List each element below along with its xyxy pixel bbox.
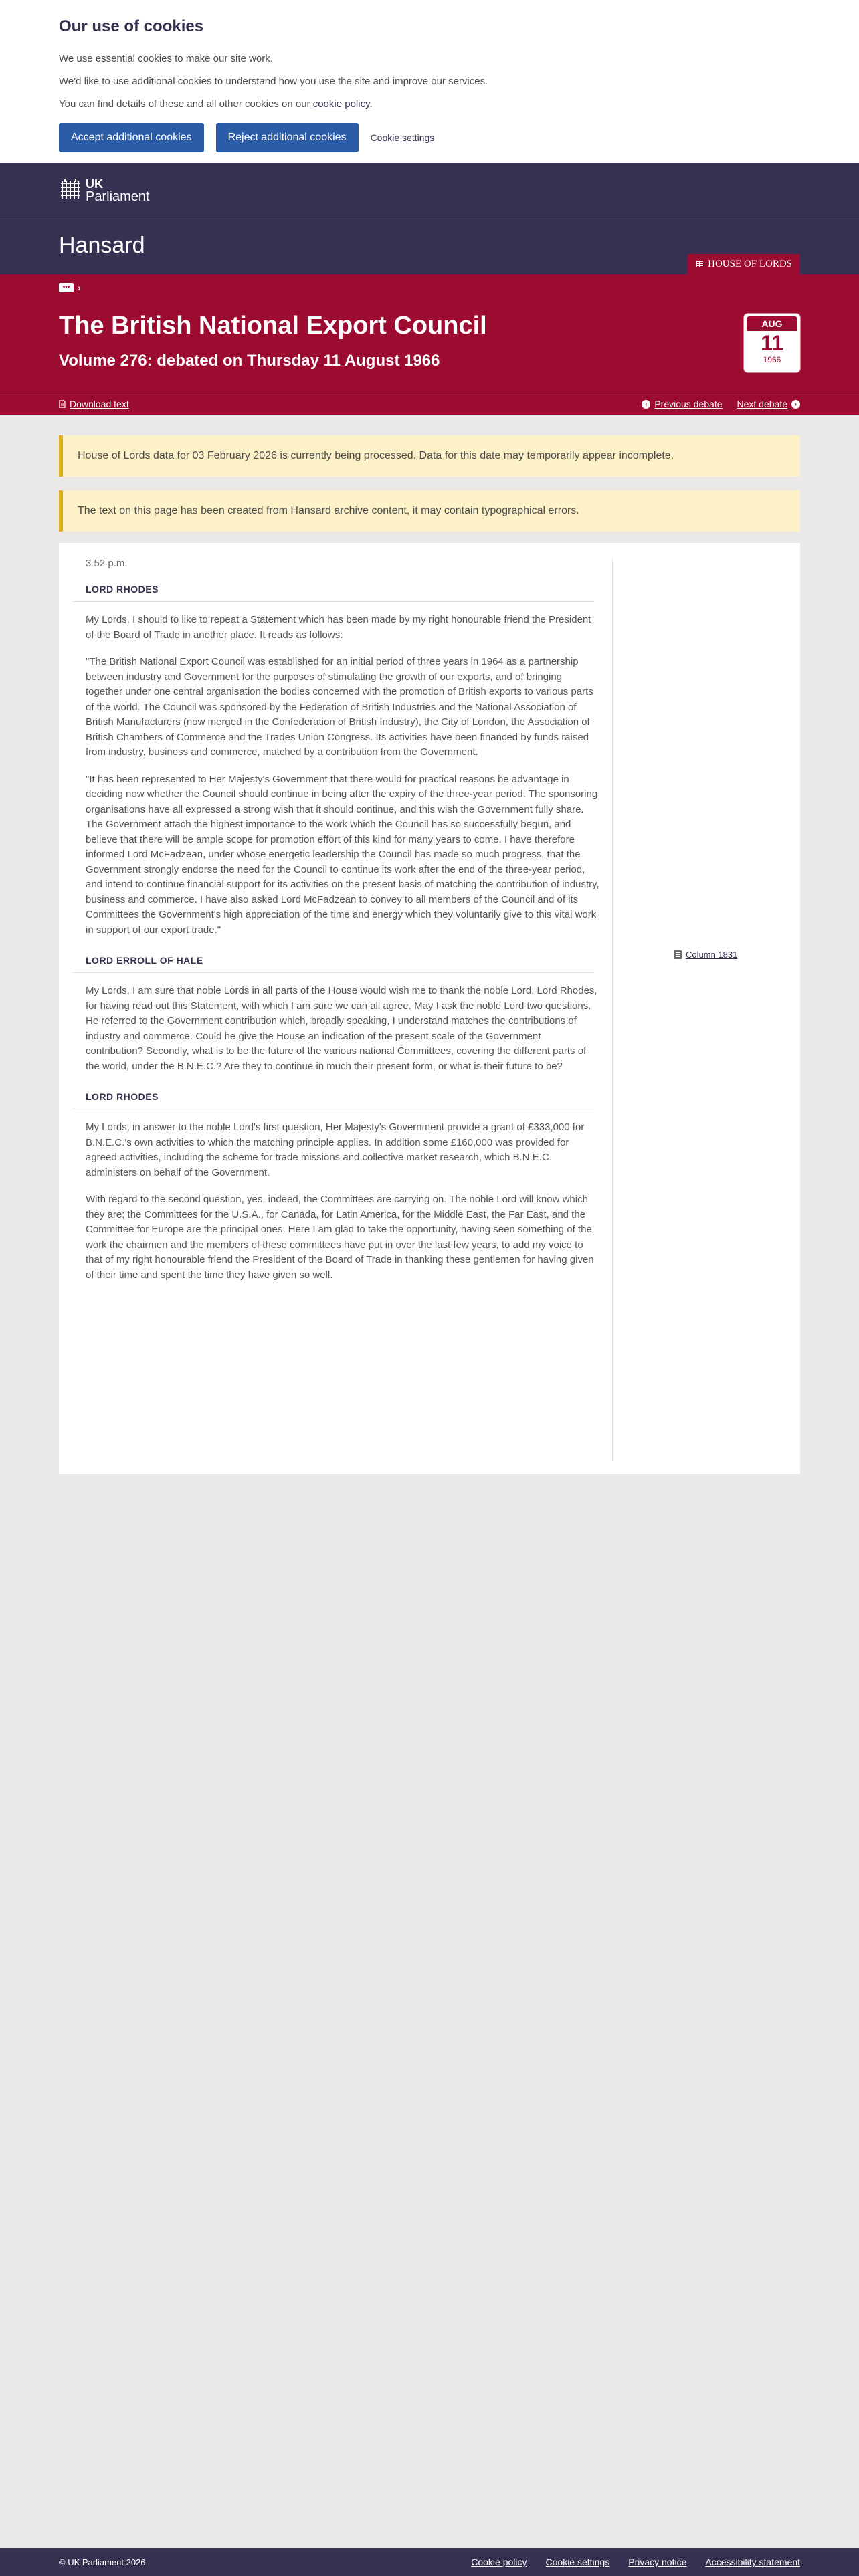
column-reference-label: Column 1831 xyxy=(686,950,738,960)
cookie-settings-link[interactable]: Cookie settings xyxy=(370,132,435,143)
chevron-right-circle-icon: › xyxy=(791,400,800,409)
breadcrumb-more-button[interactable]: ••• xyxy=(59,283,74,292)
reject-cookies-button[interactable]: Reject additional cookies xyxy=(216,123,359,152)
uk-parliament-logo[interactable] xyxy=(59,178,150,203)
cookie-essential-text: We use essential cookies to make our site work. xyxy=(59,53,273,64)
date-year: 1966 xyxy=(763,355,781,364)
debate-subnav xyxy=(0,393,859,415)
logo-line2: Parliament xyxy=(86,189,150,204)
logo-line1: UK xyxy=(86,177,103,191)
debate-subtitle: Volume 276: debated on Thursday 11 August 1966 xyxy=(59,352,440,370)
processing-notice: House of Lords data for 03 February 2026 is currently being processed. Data for this date may temporarily appear incomplete. xyxy=(59,435,800,477)
download-text-link[interactable] xyxy=(59,399,129,409)
site-header xyxy=(0,163,859,219)
cookie-policy-suffix: . xyxy=(369,98,373,110)
previous-debate-link[interactable] xyxy=(642,399,722,409)
cookie-additional-text: We'd like to use additional cookies to understand how you use the site and improve our services. xyxy=(59,76,488,87)
cookie-banner-title: Our use of cookies xyxy=(59,17,204,35)
cookie-policy-prefix: You can find details of these and all other cookies on our xyxy=(59,98,313,110)
cookie-policy-text xyxy=(59,98,800,111)
next-debate-label: Next debate xyxy=(737,399,787,409)
logo-text xyxy=(86,178,150,203)
house-badge-label: HOUSE OF LORDS xyxy=(708,258,792,270)
contribution-paragraph: "The British National Export Council was established for an initial period of three years in 1964 as a partnership between industry and Government for the purposes of stimulating the growth of our exports, and of bringing together under one central organisation the bodies concerned with the promotion of British exports to various parts of the world. The Council was sponsored by the Federation of British Industries and the National Association of British Manufacturers (now merged in the Confederation of British Industry), the City of London, the Association of British Chambers of Commerce and the Trades Union Congress. Its activities have been financed by funds raised from industry, business and commerce, matched by a contribution from the Government. xyxy=(86,656,593,758)
portcullis-icon xyxy=(59,179,82,203)
date-calendar-badge xyxy=(744,314,800,372)
speaker-name[interactable]: LORD RHODES xyxy=(72,1091,594,1109)
download-text-label: Download text xyxy=(70,399,129,409)
column-reference-link[interactable] xyxy=(674,950,737,960)
speaker-name[interactable]: LORD RHODES xyxy=(72,584,594,602)
previous-debate-label: Previous debate xyxy=(654,399,723,409)
time-stamp: 3.52 p.m. xyxy=(86,558,128,569)
cookie-actions xyxy=(59,123,800,152)
contribution-paragraph: With regard to the second question, yes, indeed, the Committees are carrying on. The noble Lord will know which they are; the Committees for the U.S.A., for Canada, for Latin America, for the Middle East, the Far East, and the Committee for Europe are the principal ones. Here I am glad to take the opportunity, having seen something of the work the chairmen and the members of these committees have put in over the last few years, to add my voice to that of my right honourable friend the President of the Board of Trade in thanking these gentlemen for having given of their time and spent the time they have given so well. xyxy=(86,1194,594,1281)
chevron-left-icon: ‹ xyxy=(642,400,650,409)
debate-pager xyxy=(642,399,800,409)
contribution-paragraph: My Lords, I am sure that noble Lords in all parts of the House would wish me to thank the noble Lord, Lord Rhodes, for having read out this Statement, with which I am sure we can all agree. May I ask the noble Lord two questions. He referred to the Government contribution which, broadly speaking, I understand matches the contributions of industry and commerce. Could he give the House an indication of the present scale of the Government contribution? Secondly, what is to be the future of the various national Committees, covering the different parts of the world, under the B.N.E.C.? Are they to continue in much their present form, or what is their future to be? xyxy=(86,985,597,1072)
house-of-lords-badge xyxy=(688,254,800,274)
debate-content xyxy=(59,543,800,1474)
site-footer xyxy=(0,2548,859,2576)
next-debate-link[interactable] xyxy=(737,399,801,409)
footer-cookie-policy-link[interactable]: Cookie policy xyxy=(471,2557,527,2567)
portcullis-small-icon xyxy=(696,260,703,268)
cookie-banner xyxy=(0,0,859,163)
copyright: © UK Parliament 2026 xyxy=(59,2557,146,2567)
file-icon xyxy=(59,400,66,408)
footer-privacy-notice-link[interactable]: Privacy notice xyxy=(628,2557,687,2567)
contribution-paragraph: My Lords, I should to like to repeat a Statement which has been made by my right honourable friend the President of the Board of Trade in another place. It reads as follows: xyxy=(86,614,591,641)
contribution-paragraph: My Lords, in answer to the noble Lord's first question, Her Majesty's Government provide a grant of £333,000 for B.N.E.C.'s own activities to which the matching principle applies. In addition some £160,000 was provided for agreed activities, including the scheme for trade missions and collective market research, which B.N.E.C. administers on behalf of the Government. xyxy=(86,1121,585,1178)
breadcrumb xyxy=(59,282,81,293)
debate-title: The British National Export Council xyxy=(59,312,487,340)
chevron-right-icon: › xyxy=(78,282,81,293)
footer-accessibility-link[interactable]: Accessibility statement xyxy=(705,2557,800,2567)
cookie-policy-link[interactable]: cookie policy xyxy=(312,98,370,110)
hansard-bar xyxy=(0,219,859,274)
contribution-paragraph: "It has been represented to Her Majesty's Government that there would for practical reasons be advantage in deciding now whether the Council should continue in being after the expiry of the three-year period. The sponsoring organisations have all expressed a strong wish that it should continue, and this wish the Government fully share. The Government attach the highest importance to the work which the Council has so successfully begun, and believe that there will be ample scope for promotion effort of this kind for many years to come. I have therefore informed Lord McFadzean, under whose energetic leadership the Council has made so much progress, that the Government strongly endorse the need for the Council to continue its work after the end of the three-year period, and intend to continue financial support for its activities on the present basis of matching the contribution of industry, business and commerce. I have also asked Lord McFadzean to convey to all members of the Council and of its Committees the Government's high appreciation of the time and energy which they voluntarily give to this vital work in support of our export trade." xyxy=(86,773,599,936)
footer-links xyxy=(471,2557,800,2567)
speaker-name[interactable]: LORD ERROLL OF HALE xyxy=(72,955,594,973)
debate-banner xyxy=(0,274,859,393)
date-month: AUG xyxy=(747,316,797,331)
hansard-title-link[interactable]: Hansard xyxy=(59,233,145,258)
date-day: 11 xyxy=(761,331,783,355)
contributions xyxy=(72,543,653,1295)
accept-cookies-button[interactable]: Accept additional cookies xyxy=(59,123,204,152)
footer-cookie-settings-link[interactable]: Cookie settings xyxy=(545,2557,610,2567)
column-icon xyxy=(674,950,682,959)
archive-notice: The text on this page has been created from Hansard archive content, it may contain typographical errors. xyxy=(59,490,800,532)
